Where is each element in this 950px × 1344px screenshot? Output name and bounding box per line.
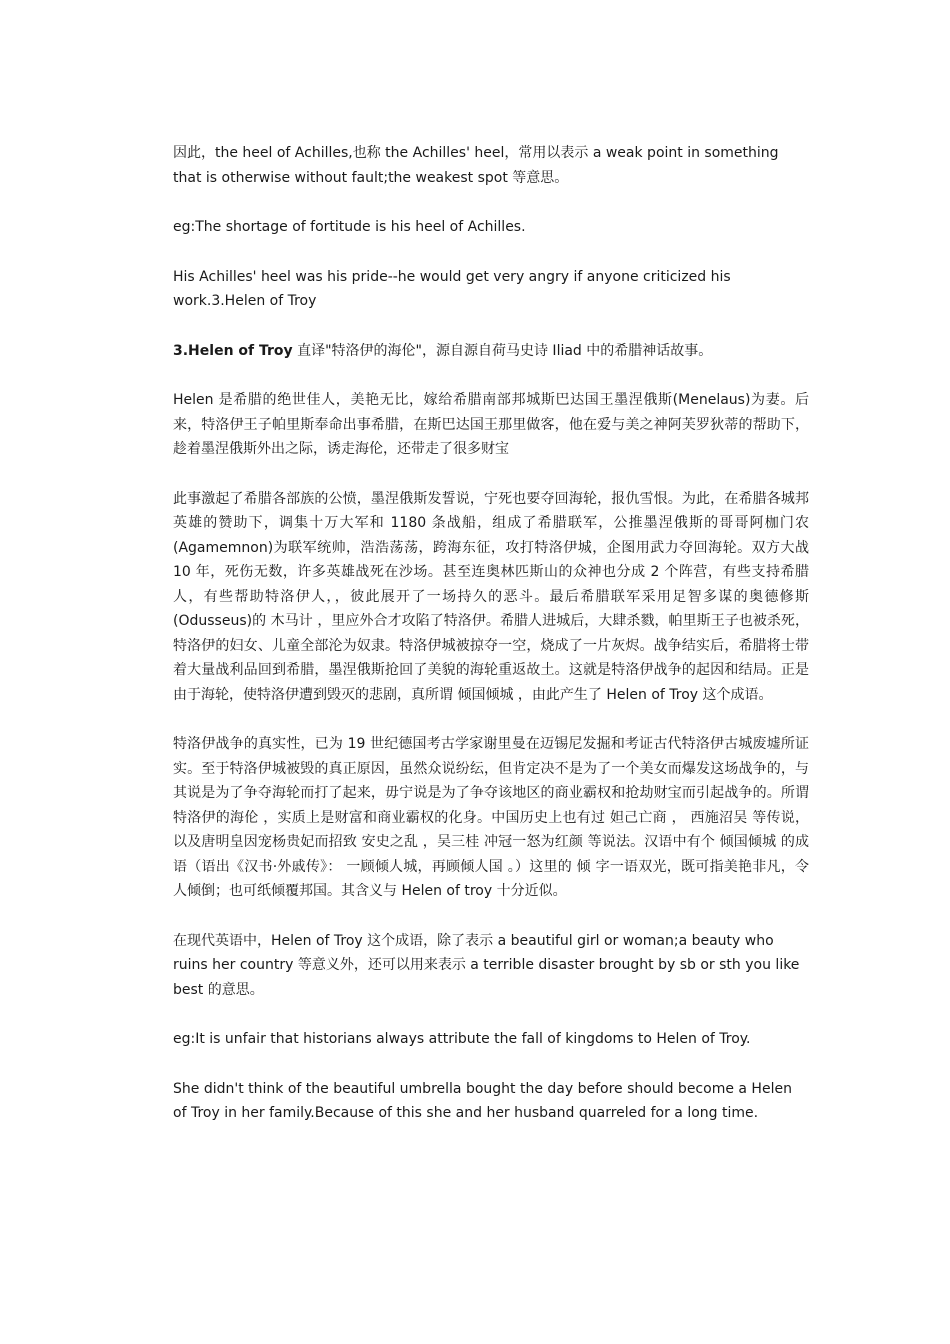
paragraph-helen-story: Helen 是希腊的绝世佳人，美艳无比，嫁给希腊南部邦城斯巴达国王墨涅俄斯(Menelaus)为妻。后来，特洛伊王子帕里斯奉命出事希腊，在斯巴达国王那里做客，他在爱与美之神阿芙罗狄蒂的帮助下，趁着墨涅俄斯外出之际，诱走海伦，还带走了很多财宝 [173,392,809,457]
paragraph-helen-heading [173,339,809,364]
document-body [173,141,809,1151]
paragraph-trojan-war: 此事激起了希腊各部族的公愤，墨涅俄斯发誓说，宁死也要夺回海轮，报仇雪恨。为此，在希腊各城邦英雄的赞助下，调集十万大军和 1180 条战船，组成了希腊联军，公推墨涅俄斯的哥哥阿枷门农(Agamemnon)为联军统帅，浩浩荡荡，跨海东征，攻打特洛伊城，企图用武力夺回海轮。双方大战 10 年，死伤无数，许多英雄战死在沙场。甚至连奥林匹斯山的众神也分成 2 个阵营，有些支持希腊人，有些帮助特洛伊人，，彼此展开了一场持久的恶斗。最后希腊联军采用足智多谋的奥德修斯(Odusseus)的 木马计 ，里应外合才攻陷了特洛伊。希腊人进城后，大肆杀戮，帕里斯王子也被杀死，特洛伊的妇女、儿童全部沦为奴隶。特洛伊城被掠夺一空，烧成了一片灰烬。战争结实后，希腊将士带着大量战利品回到希腊，墨涅俄斯抢回了美貌的海轮重返故土。这就是特洛伊战争的起因和结局。正是由于海轮，使特洛伊遭到毁灭的悲剧，真所谓 倾国倾城 ，由此产生了 Helen of Troy 这个成语。 [173,490,809,703]
paragraph-example-4: She didn't think of the beautiful umbrella bought the day before should become a Helen of Troy in her family.Because of this she and her husband quarreled for a long time. [173,1080,792,1121]
paragraph-war-reality: 特洛伊战争的真实性，已为 19 世纪德国考古学家谢里曼在迈锡尼发掘和考证古代特洛伊古城废墟所证实。至于特洛伊城被毁的真正原因，虽然众说纷纭，但肯定决不是为了一个美女而爆发这场战争的，与其说是为了争夺海轮而打了起来，毋宁说是为了争夺该地区的商业霸权和抢劫财宝而引起战争的。所谓 特洛伊的海伦 ，实质上是财富和商业霸权的化身。中国历史上也有过 妲己亡商 ， 西施沼吴 等传说，以及唐明皇因宠杨贵妃而招致 安史之乱 ，吴三桂 冲冠一怒为红颜 等说法。汉语中有个 倾国倾城 的成语（语出《汉书·外戚传》： 一顾倾人城，再顾倾人国 。）这里的 倾 字一语双光，既可指美艳非凡，令人倾倒；也可纸倾覆邦国。其含义与 Helen of troy 十分近似。 [173,736,809,899]
paragraph-example-3: eg:It is unfair that historians always attribute the fall of kingdoms to Helen of Troy. [173,1031,751,1047]
paragraph-example-2: His Achilles' heel was his pride--he would get very angry if anyone criticized his work.3.Helen of Troy [173,268,731,309]
section-heading-description: 直译"特洛伊的海伦"，源自源自荷马史诗 Iliad 中的希腊神话故事。 [292,342,713,359]
paragraph-example-1: eg:The shortage of fortitude is his heel of Achilles. [173,219,526,235]
paragraph-achilles-meaning: 因此，the heel of Achilles,也称 the Achilles' heel，常用以表示 a weak point in something that is otherwise without fault;the weakest spot 等意思。 [173,145,779,186]
section-heading: 3.Helen of Troy [173,342,293,359]
paragraph-modern-usage: 在现代英语中，Helen of Troy 这个成语，除了表示 a beautiful girl or woman;a beauty who ruins her country 等意义外，还可以用来表示 a terrible disaster brought by sb or sth you like best 的意思。 [173,932,800,998]
